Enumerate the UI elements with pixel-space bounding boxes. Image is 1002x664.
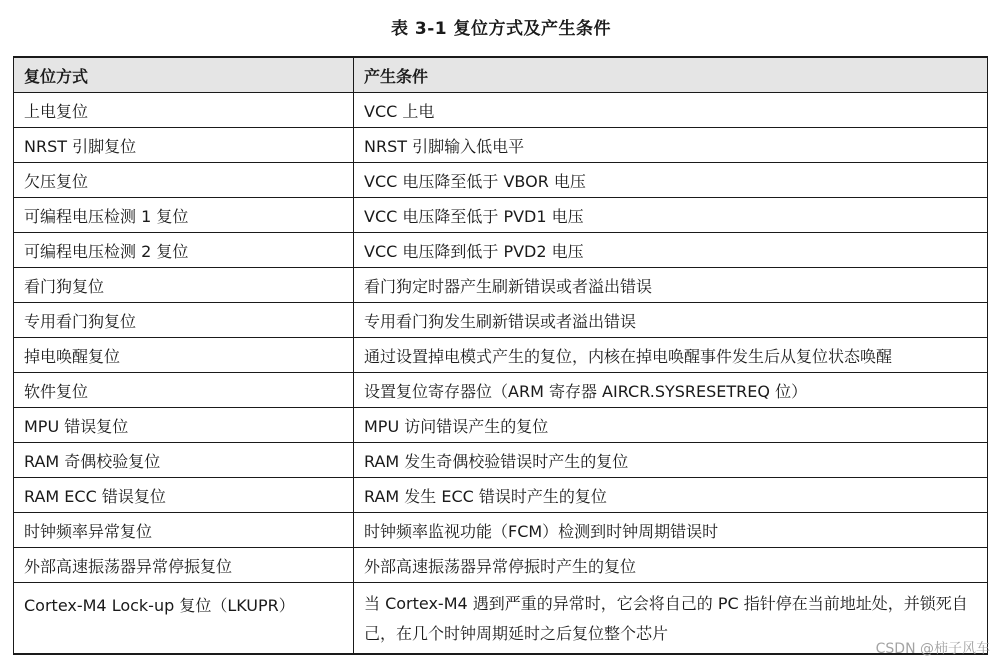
reset-method-cell: 欠压复位 — [14, 163, 354, 198]
table-caption: 表 3-1 复位方式及产生条件 — [390, 19, 612, 39]
table-row — [14, 268, 988, 303]
table-row — [14, 408, 988, 443]
trigger-condition-cell: 当 Cortex-M4 遇到严重的异常时，它会将自己的 PC 指针停在当前地址处，并锁死自己，在几个时钟周期延时之后复位整个芯片 — [354, 583, 988, 655]
table-row — [14, 163, 988, 198]
reset-method-cell: RAM 奇偶校验复位 — [14, 443, 354, 478]
trigger-condition-cell: 时钟频率监视功能（FCM）检测到时钟周期错误时 — [354, 513, 988, 548]
trigger-condition-cell: VCC 电压降至低于 VBOR 电压 — [354, 163, 988, 198]
trigger-condition-cell: RAM 发生奇偶校验错误时产生的复位 — [354, 443, 988, 478]
trigger-condition-cell: 外部高速振荡器异常停振时产生的复位 — [354, 548, 988, 583]
reset-method-cell: 时钟频率异常复位 — [14, 513, 354, 548]
reset-method-cell: 上电复位 — [14, 93, 354, 128]
trigger-condition-cell: VCC 电压降到低于 PVD2 电压 — [354, 233, 988, 268]
table-header-row — [14, 57, 988, 93]
trigger-condition-cell: RAM 发生 ECC 错误时产生的复位 — [354, 478, 988, 513]
table-row — [14, 198, 988, 233]
table-row — [14, 233, 988, 268]
trigger-condition-cell: VCC 电压降至低于 PVD1 电压 — [354, 198, 988, 233]
reset-method-cell: 软件复位 — [14, 373, 354, 408]
reset-method-cell: 看门狗复位 — [14, 268, 354, 303]
reset-method-cell: 专用看门狗复位 — [14, 303, 354, 338]
table-row — [14, 548, 988, 583]
trigger-condition-cell: VCC 上电 — [354, 93, 988, 128]
watermark-text: CSDN @柿子风车 — [875, 641, 990, 657]
table-row — [14, 128, 988, 163]
table-row — [14, 373, 988, 408]
reset-method-cell: 可编程电压检测 2 复位 — [14, 233, 354, 268]
reset-method-cell: 外部高速振荡器异常停振复位 — [14, 548, 354, 583]
trigger-condition-cell: 通过设置掉电模式产生的复位，内核在掉电唤醒事件发生后从复位状态唤醒 — [354, 338, 988, 373]
table-row — [14, 583, 988, 655]
table-row — [14, 478, 988, 513]
trigger-condition-cell: 专用看门狗发生刷新错误或者溢出错误 — [354, 303, 988, 338]
table-row — [14, 338, 988, 373]
table-row — [14, 443, 988, 478]
header-trigger-condition: 产生条件 — [354, 57, 988, 93]
reset-method-cell: MPU 错误复位 — [14, 408, 354, 443]
reset-method-cell: Cortex-M4 Lock-up 复位（LKUPR） — [14, 583, 354, 655]
trigger-condition-cell: NRST 引脚输入低电平 — [354, 128, 988, 163]
reset-method-cell: RAM ECC 错误复位 — [14, 478, 354, 513]
trigger-condition-cell: 看门狗定时器产生刷新错误或者溢出错误 — [354, 268, 988, 303]
reset-method-cell: NRST 引脚复位 — [14, 128, 354, 163]
reset-method-cell: 可编程电压检测 1 复位 — [14, 198, 354, 233]
reset-method-cell: 掉电唤醒复位 — [14, 338, 354, 373]
reset-methods-table — [13, 56, 988, 655]
header-reset-method: 复位方式 — [14, 57, 354, 93]
table-row — [14, 303, 988, 338]
table-row — [14, 513, 988, 548]
trigger-condition-cell: 设置复位寄存器位（ARM 寄存器 AIRCR.SYSRESETREQ 位） — [354, 373, 988, 408]
table-row — [14, 93, 988, 128]
trigger-condition-cell: MPU 访问错误产生的复位 — [354, 408, 988, 443]
